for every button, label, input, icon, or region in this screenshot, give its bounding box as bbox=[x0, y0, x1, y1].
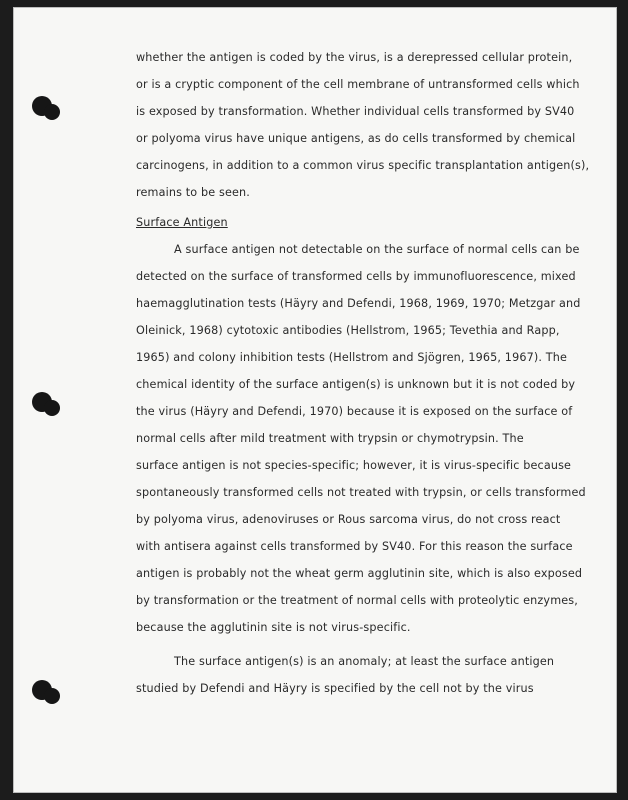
paragraph-1 bbox=[136, 44, 606, 206]
text-line: or is a cryptic component of the cell membrane of untransformed cells which bbox=[136, 78, 580, 91]
punch-hole-middle-secondary bbox=[44, 400, 60, 416]
text-line: spontaneously transformed cells not treated with trypsin, or cells transformed bbox=[136, 486, 586, 499]
text-line: because the agglutinin site is not virus-specific. bbox=[136, 621, 411, 634]
text-line: by transformation or the treatment of normal cells with proteolytic enzymes, bbox=[136, 594, 578, 607]
document-body bbox=[136, 44, 606, 702]
text-line: surface antigen is not species-specific; however, it is virus-specific because bbox=[136, 459, 572, 472]
text-line: carcinogens, in addition to a common virus specific transplantation antigen(s), bbox=[136, 159, 590, 172]
punch-hole-top-secondary bbox=[44, 104, 60, 120]
text-line: with antisera against cells transformed by SV40. For this reason the surface bbox=[136, 540, 573, 553]
text-line: The surface antigen(s) is an anomaly; at least the surface antigen bbox=[174, 655, 555, 668]
paragraph-2 bbox=[136, 236, 606, 641]
text-line: detected on the surface of transformed cells by immunofluorescence, mixed bbox=[136, 270, 576, 283]
text-line: A surface antigen not detectable on the surface of normal cells can be bbox=[174, 243, 580, 256]
text-line: remains to be seen. bbox=[136, 186, 250, 199]
text-line: haemagglutination tests (Häyry and Defendi, 1968, 1969, 1970; Metzgar and bbox=[136, 297, 581, 310]
text-line: chemical identity of the surface antigen(s) is unknown but it is not coded by bbox=[136, 378, 576, 391]
section-heading: Surface Antigen bbox=[136, 216, 228, 229]
text-line: whether the antigen is coded by the virus, is a derepressed cellular protein, bbox=[136, 51, 573, 64]
text-line: 1965) and colony inhibition tests (Hellstrom and Sjögren, 1965, 1967). The bbox=[136, 351, 568, 364]
document-page bbox=[14, 8, 616, 792]
punch-hole-bottom-secondary bbox=[44, 688, 60, 704]
text-line: studied by Defendi and Häyry is specified by the cell not by the virus bbox=[136, 682, 534, 695]
text-line: the virus (Häyry and Defendi, 1970) because it is exposed on the surface of bbox=[136, 405, 573, 418]
text-line: antigen is probably not the wheat germ agglutinin site, which is also exposed bbox=[136, 567, 583, 580]
text-line: Oleinick, 1968) cytotoxic antibodies (Hellstrom, 1965; Tevethia and Rapp, bbox=[136, 324, 560, 337]
text-line: by polyoma virus, adenoviruses or Rous sarcoma virus, do not cross react bbox=[136, 513, 561, 526]
text-line: normal cells after mild treatment with trypsin or chymotrypsin. The bbox=[136, 432, 524, 445]
text-line: or polyoma virus have unique antigens, as do cells transformed by chemical bbox=[136, 132, 576, 145]
text-line: is exposed by transformation. Whether individual cells transformed by SV40 bbox=[136, 105, 575, 118]
paragraph-3 bbox=[136, 648, 606, 702]
